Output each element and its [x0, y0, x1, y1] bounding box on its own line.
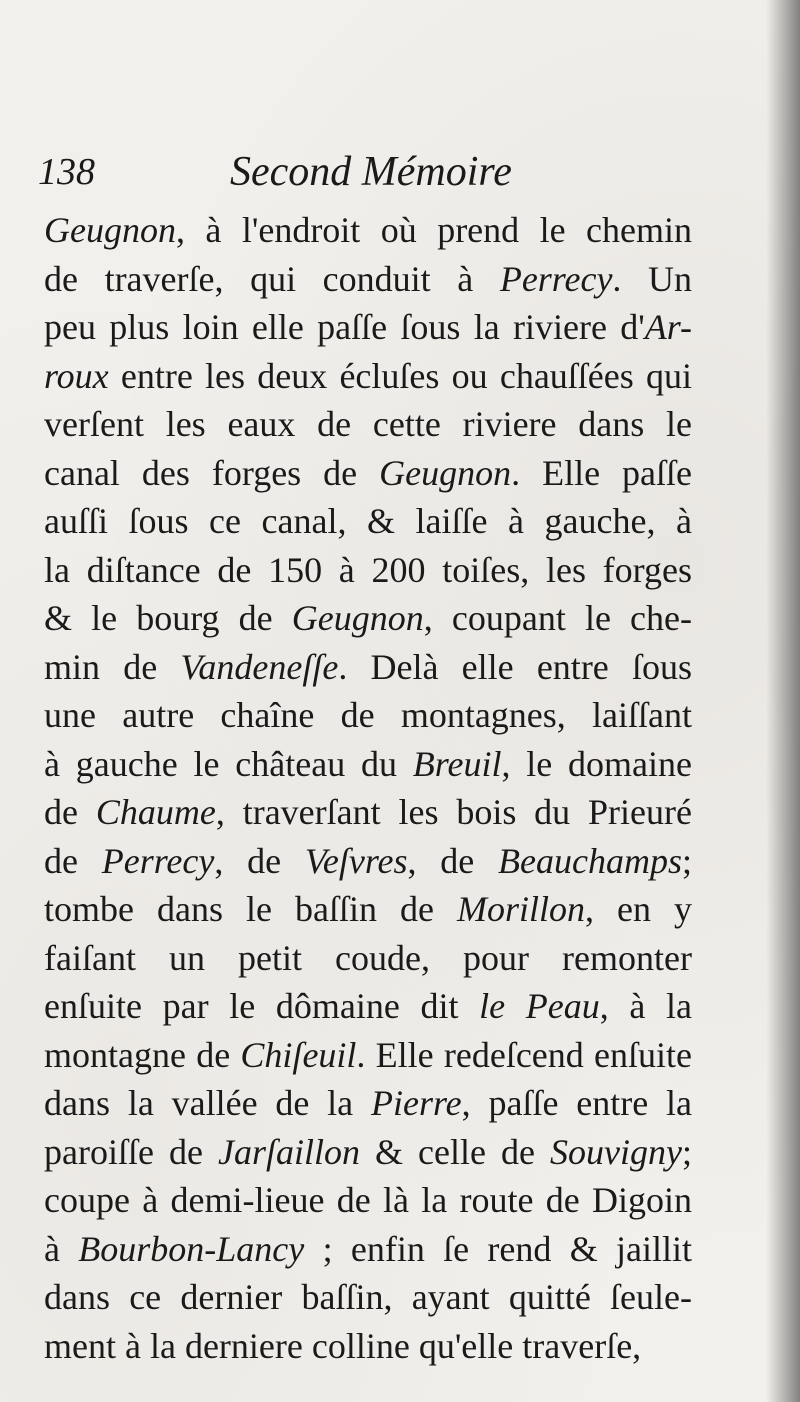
text-run: montagne de [44, 1034, 241, 1075]
text-line [44, 1031, 692, 1080]
text-line [44, 788, 692, 837]
italic-text: Perrecy [101, 840, 215, 881]
text-line [44, 982, 692, 1031]
text-run: . Elle redeſcend enſuite [356, 1034, 692, 1075]
italic-text: Bourbon-Lancy [78, 1228, 305, 1269]
text-run: , paſſe entre la [461, 1083, 692, 1123]
text-run: ment à la derniere colline qu'elle traverſe, [44, 1325, 642, 1366]
text-run: à gauche le château du [44, 743, 413, 784]
text-run: tombe dans le baſſin de [44, 889, 457, 929]
text-line [44, 449, 692, 498]
italic-text: Souvigny [550, 1131, 682, 1172]
text-run: . Un [612, 258, 692, 299]
text-line [44, 1273, 692, 1322]
italic-text: Chiſeuil [240, 1034, 357, 1075]
text-line [44, 497, 692, 546]
italic-text: Morillon [456, 889, 585, 929]
text-line [44, 594, 692, 643]
italic-text: Geugnon [291, 598, 424, 638]
text-run: ; enfin ſe rend & jaillit [304, 1228, 692, 1269]
text-line [44, 643, 692, 692]
italic-text: Breuil [412, 743, 502, 784]
italic-text: Pierre [371, 1083, 462, 1123]
text-line [44, 1322, 692, 1371]
text-line [44, 934, 692, 983]
text-run: & celle de [359, 1131, 551, 1172]
italic-text: Chaume [95, 792, 216, 832]
page-number: 138 [38, 151, 95, 193]
text-run: , à la [599, 986, 692, 1026]
text-run: la diſtance de 150 à 200 toiſes, les forges [44, 549, 692, 590]
text-run: , traverſant les bois du Prieuré [215, 792, 692, 832]
text-run: faiſant un petit coude, pour remonter [44, 937, 692, 978]
body-text [44, 206, 692, 1370]
text-line [44, 255, 692, 304]
italic-text: Veſvres [304, 840, 408, 881]
text-run: , à l'endroit où prend le chemin [175, 210, 692, 250]
text-line [44, 691, 692, 740]
text-line [44, 1176, 692, 1225]
text-run: , le domaine [501, 743, 692, 784]
text-run: peu plus loin elle paſſe ſous la riviere d' [44, 307, 645, 347]
text-line [44, 1225, 692, 1274]
text-run: une autre chaîne de montagnes, laiſſant [44, 695, 692, 735]
text-run: canal des forges de [44, 452, 380, 493]
text-line [44, 740, 692, 789]
italic-text: Vandeneſſe [180, 646, 339, 687]
text-line [44, 885, 692, 934]
text-line [44, 546, 692, 595]
text-run: paroiſſe de [44, 1131, 218, 1172]
text-run: entre les deux écluſes ou chauſſées qui [108, 355, 692, 396]
text-line [44, 303, 692, 352]
text-run: , coupant le che- [423, 598, 692, 638]
text-run: . Delà elle entre ſous [338, 646, 692, 687]
text-run: enſuite par le dômaine dit [44, 986, 480, 1026]
text-run: dans ce dernier baſſin, ayant quitté ſeule- [44, 1277, 692, 1317]
text-run: auſſi ſous ce canal, & laiſſe à gauche, à [44, 501, 692, 541]
page-header [38, 142, 738, 202]
italic-text: Geugnon [44, 210, 176, 250]
italic-text: Jarſaillon [217, 1131, 360, 1172]
text-line [44, 837, 692, 886]
text-run: de [44, 840, 102, 881]
text-run: coupe à demi-lieue de là la route de Digoin [44, 1180, 692, 1220]
text-run: & le bourg de [44, 598, 292, 638]
italic-text: Perrecy [499, 258, 613, 299]
text-line [44, 1079, 692, 1128]
running-head: Second Mémoire [230, 149, 512, 195]
page-edge-shadow [766, 0, 800, 1402]
text-run: min de [44, 646, 181, 687]
italic-text: Geugnon [379, 452, 512, 493]
text-run: de [44, 792, 96, 832]
text-line [44, 1128, 692, 1177]
text-run: de traverſe, qui conduit à [44, 258, 500, 299]
italic-text: Ar- [644, 307, 692, 347]
text-line [44, 352, 692, 401]
text-line [44, 206, 692, 255]
text-line [44, 400, 692, 449]
text-run: , de [214, 840, 305, 881]
text-run: , en y [585, 889, 692, 929]
text-run: . Elle paſſe [511, 452, 692, 493]
text-run: ; [681, 1131, 692, 1172]
italic-text: roux [44, 355, 109, 396]
text-run: dans la vallée de la [44, 1083, 371, 1123]
text-run: à [44, 1228, 79, 1269]
italic-text: Beauchamps [498, 840, 682, 881]
italic-text: le Peau [479, 986, 600, 1026]
text-run: verſent les eaux de cette riviere dans le [44, 404, 692, 444]
text-run: ; [682, 840, 692, 881]
text-run: , de [407, 840, 499, 881]
